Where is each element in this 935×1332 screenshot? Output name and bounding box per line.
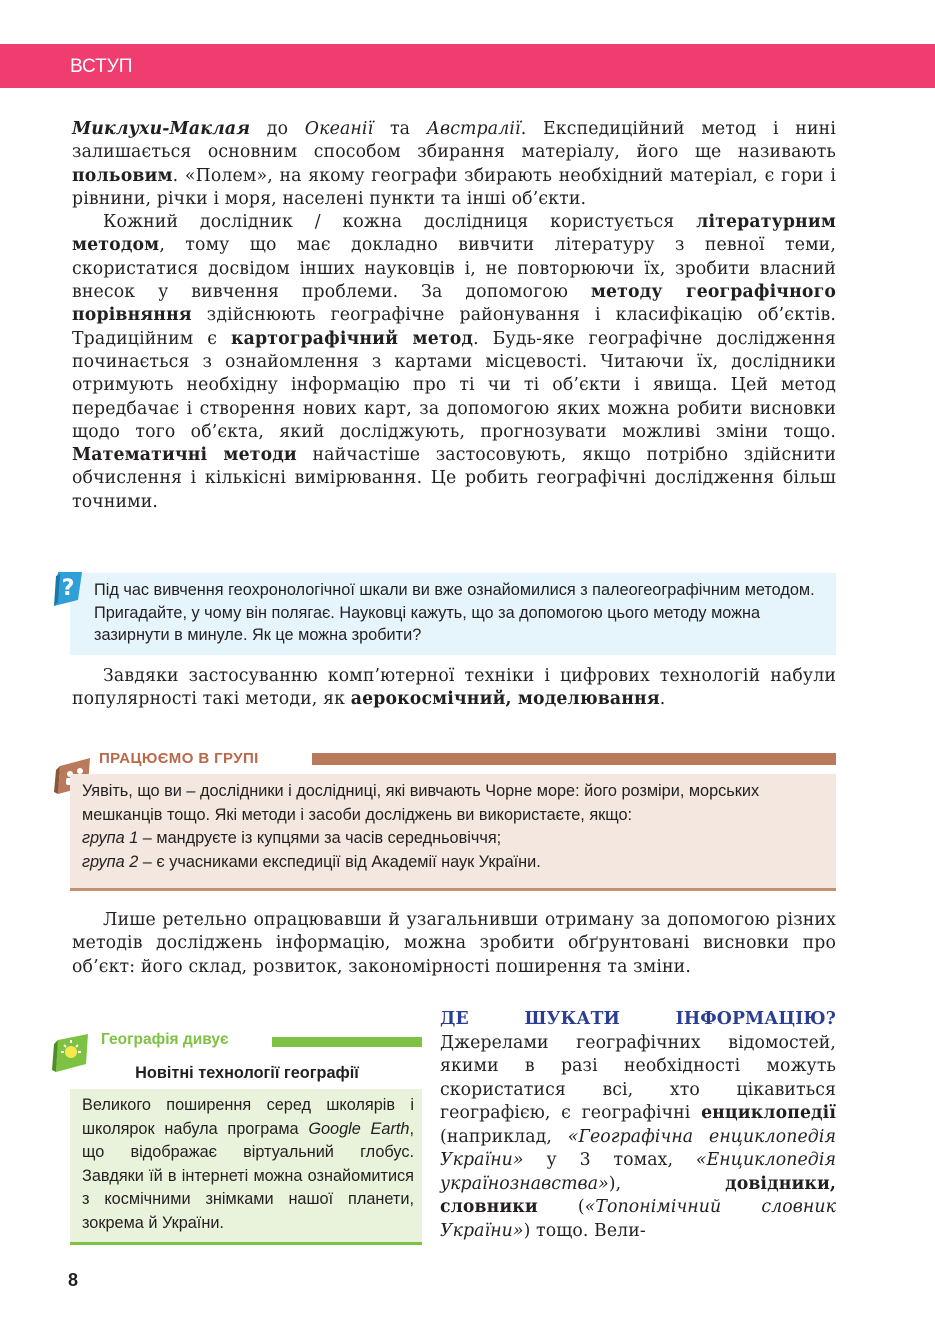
question-box [70,573,836,655]
geo-amazes-divider [272,1037,422,1047]
svg-text:?: ? [61,576,75,601]
main-text-bottom [72,909,836,979]
geo-amazes-title: Географія дивує [101,1031,229,1048]
geo-amazes-subtitle: Новітні технології географії [135,1064,359,1082]
paragraph-expedition: Миклухи-Маклая до Океанії та Австралії. Експедиційний метод і нині залишається основним способом збирання матеріалу, його ще називають польовим. «Полем», на якому географи збирають необхідний матеріал, є гори і рівнини, річки і моря, населені пункти та інші об’єкти. [72,119,836,209]
question-text: Під час вивчення геохронологічної шкали ви вже ознайомилися з палеогеографічним методом. Пригадайте, у чому він полягає. Науковці кажуть, що за допомогою цього методу можна зазирнути в минуле. Як це можна зробити? [94,581,815,644]
paragraph-digital: Завдяки застосуванню комп’ютерної техніки і цифрових технологій набули популярності такі методи, як аерокосмічний, моделювання. [72,666,836,710]
group-work-text: Уявіть, що ви – дослідники і дослідниці, які вивчають Чорне море: його розміри, морських мешканців тощо. Які методи і засоби досліджень ви використаєте, якщо: група 1 – мандруєте із купцями за часів середньовіччя; група 2 – є учасниками експедиції від Академії наук України. [82,782,760,871]
question-icon [52,570,84,608]
paragraph-info-sources: ДЕ ШУКАТИ ІНФОРМАЦІЮ? Джерелами географічних відомостей, якими в разі необхідності можуть скористатися всі, хто цікавиться географією, є географічні енциклопедії (наприклад, «Географічна енциклопедія України» у 3 томах, «Енциклопедія українознавства»), довідники, словники («Топонімічний словник України») тощо. Вели- [440,1009,837,1241]
main-text-top [72,118,836,514]
geo-amazes-box [70,1089,422,1245]
geo-amazes-text: Великого поширення серед школярів і школярок набула програма Google Earth, що відображає віртуальний глобус. Завдяки їй в інтернеті можна ознайомитися з космічними знімками нашої планети, зокрема й України. [82,1096,414,1232]
group-work-divider [312,753,836,765]
paragraph-conclusion: Лише ретельно опрацювавши й узагальнивши отриману за допомогою різних методів досліджень інформацію, можна зробити обґрунтовані висновки про об’єкт: його склад, розвиток, закономірності поширення та зміни. [72,910,836,977]
main-text-middle [72,665,836,712]
group-work-title: ПРАЦЮЄМО В ГРУПІ [99,750,259,767]
group-work-box [70,774,836,891]
section-title: ВСТУП [70,56,133,77]
section-header-bar [0,44,935,88]
paragraph-methods: Кожний дослідник / кожна дослідниця користується літературним методом, тому що має докладно вивчити літературу з певної теми, скористатися досвідом інших науковців і, не повторюючи їх, зробити власний внесок у вивчення проблеми. За допомогою методу географічного порівняння здійснюють географічне районування і класифікацію об’єктів. Традиційним є картографічний метод. Будь-яке географічне дослідження починається з ознайомлення з картами місцевості. Читаючи їх, дослідники отримують необхідну інформацію про ті чи ті об’єкти і явища. Цей метод передбачає і створення нових карт, за допомогою яких можна робити висновки щодо того об’єкта, який досліджують, прогнозувати можливі зміни тощо. Математичні методи найчастіше застосовують, якщо потрібно здійснити обчислення і кількісні вимірювання. Це робить географічні дослідження більш точними. [72,212,836,512]
page-number: 8 [68,1270,79,1290]
right-column-text [440,1008,836,1243]
info-sources-heading: ДЕ ШУКАТИ ІНФОРМАЦІЮ? [440,1009,836,1029]
